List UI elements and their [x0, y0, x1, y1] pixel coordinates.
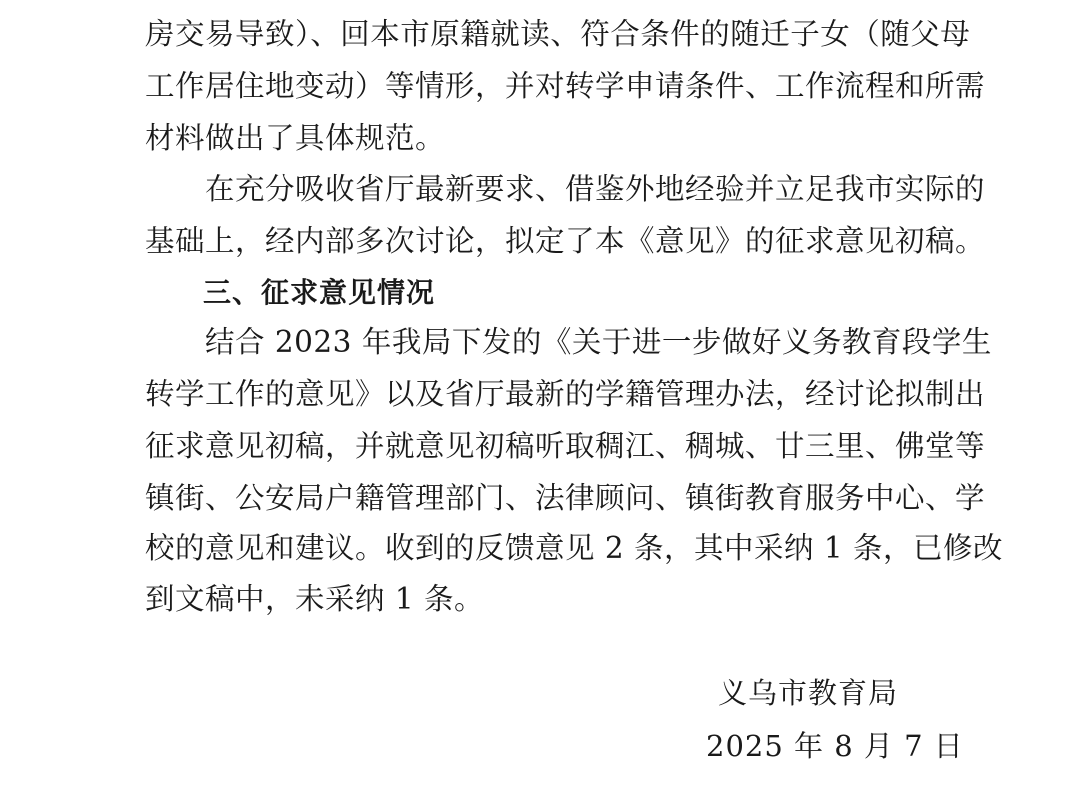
paragraph-1-line-3: 材料做出了具体规范。 — [145, 121, 446, 155]
paragraph-3-line-3: 征求意见初稿，并就意见初稿听取稠江、稠城、廿三里、佛堂等 — [145, 429, 986, 463]
signature-organization: 义乌市教育局 — [718, 676, 899, 710]
paragraph-3-line-1: 结合 2023 年我局下发的《关于进一步做好义务教育段学生 — [205, 325, 992, 359]
paragraph-1-line-1: 房交易导致）、回本市原籍就读、符合条件的随迁子女（随父母 — [145, 17, 971, 51]
signature-date: 2025 年 8 月 7 日 — [706, 729, 964, 763]
paragraph-3-line-5: 校的意见和建议。收到的反馈意见 2 条，其中采纳 1 条，已修改 — [145, 531, 1004, 565]
paragraph-3-line-2: 转学工作的意见》以及省厅最新的学籍管理办法，经讨论拟制出 — [145, 377, 986, 411]
section-heading: 三、征求意见情况 — [203, 276, 436, 309]
paragraph-1-line-2: 工作居住地变动）等情形，并对转学申请条件、工作流程和所需 — [145, 69, 986, 103]
paragraph-3-line-4: 镇街、公安局户籍管理部门、法律顾问、镇街教育服务中心、学 — [145, 481, 986, 515]
paragraph-2-line-1: 在充分吸收省厅最新要求、借鉴外地经验并立足我市实际的 — [205, 172, 986, 206]
paragraph-2-line-2: 基础上，经内部多次讨论，拟定了本《意见》的征求意见初稿。 — [145, 224, 986, 258]
paragraph-3-line-6: 到文稿中，未采纳 1 条。 — [145, 582, 485, 616]
